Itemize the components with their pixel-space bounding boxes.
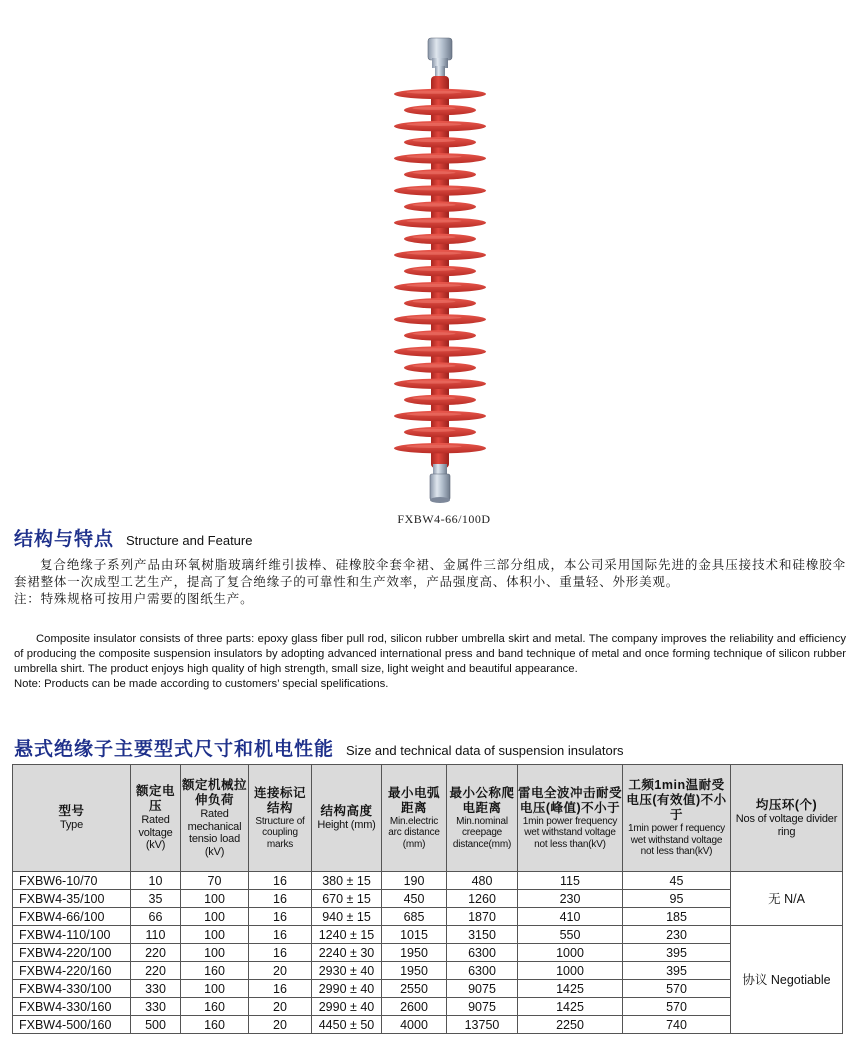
insulator-shed-highlight — [412, 397, 455, 400]
insulator-shed-highlight — [412, 332, 455, 335]
table-cell: 16 — [249, 872, 312, 890]
table-cell: 395 — [623, 944, 731, 962]
structure-heading-cn: 结构与特点 — [14, 529, 115, 550]
insulator-shed — [404, 395, 476, 405]
structure-description-en — [14, 632, 846, 692]
table-cell: 230 — [623, 926, 731, 944]
table-cell: 1950 — [382, 962, 447, 980]
table-cell: 16 — [249, 908, 312, 926]
insulator-shed — [394, 185, 486, 195]
specs-heading-en: Size and technical data of suspension insulators — [346, 743, 624, 758]
table-cell: 450 — [382, 890, 447, 908]
table-cell: 330 — [131, 980, 181, 998]
table-cell: 9075 — [447, 998, 518, 1016]
table-cell: 70 — [181, 872, 249, 890]
table-cell: 2250 — [518, 1016, 623, 1034]
table-cell: 115 — [518, 872, 623, 890]
table-row — [13, 998, 843, 1016]
table-cell: FXBW4-110/100 — [13, 926, 131, 944]
insulator-shed-highlight — [406, 187, 461, 190]
table-cell: 6300 — [447, 944, 518, 962]
voltage-ring-cell: 协议 Negotiable — [731, 926, 843, 1034]
insulator-shed — [404, 137, 476, 147]
insulator-shed — [394, 89, 486, 99]
table-cell: 395 — [623, 962, 731, 980]
table-cell: 160 — [181, 998, 249, 1016]
insulator-shed-highlight — [406, 380, 461, 383]
structure-heading — [14, 524, 252, 551]
table-cell: 1015 — [382, 926, 447, 944]
column-header: 型号 Type — [13, 765, 131, 872]
table-cell: 190 — [382, 872, 447, 890]
table-cell: 66 — [131, 908, 181, 926]
table-cell: FXBW4-500/160 — [13, 1016, 131, 1034]
insulator-shed — [404, 266, 476, 276]
bottom-metal-fitting — [430, 464, 450, 503]
specs-table — [12, 764, 843, 1034]
table-cell: 500 — [131, 1016, 181, 1034]
table-cell: 2930 ± 40 — [312, 962, 382, 980]
table-cell: 100 — [181, 944, 249, 962]
table-cell: 20 — [249, 1016, 312, 1034]
insulator-illustration — [0, 0, 864, 515]
table-header-row — [13, 765, 843, 872]
table-cell: 1425 — [518, 998, 623, 1016]
insulator-shed-highlight — [412, 107, 455, 110]
table-cell: 16 — [249, 980, 312, 998]
table-cell: 2990 ± 40 — [312, 998, 382, 1016]
specs-heading-cn: 悬式绝缘子主要型式尺寸和机电性能 — [14, 739, 335, 760]
insulator-shed-highlight — [412, 236, 455, 239]
insulator-sheds — [394, 89, 486, 454]
table-cell: 110 — [131, 926, 181, 944]
table-cell: 3150 — [447, 926, 518, 944]
insulator-shed-highlight — [406, 252, 461, 255]
table-cell: 45 — [623, 872, 731, 890]
table-cell: 4000 — [382, 1016, 447, 1034]
insulator-shed-highlight — [412, 429, 455, 432]
table-cell: FXBW4-330/160 — [13, 998, 131, 1016]
table-cell: 230 — [518, 890, 623, 908]
column-header: 连接标记结构 Structure of coupling marks — [249, 765, 312, 872]
insulator-shed-highlight — [412, 203, 455, 206]
column-header: 结构高度 Height (mm) — [312, 765, 382, 872]
table-row — [13, 926, 843, 944]
column-header: 最小电弧距离 Min.electric arc distance (mm) — [382, 765, 447, 872]
table-cell: 6300 — [447, 962, 518, 980]
table-cell: 2990 ± 40 — [312, 980, 382, 998]
table-cell: 100 — [181, 926, 249, 944]
table-cell: 160 — [181, 1016, 249, 1034]
table-cell: 20 — [249, 998, 312, 1016]
table-row — [13, 890, 843, 908]
column-header: 最小公称爬电距离 Min.nominal creepage distance(mm) — [447, 765, 518, 872]
table-cell: 16 — [249, 890, 312, 908]
insulator-shed-highlight — [412, 364, 455, 367]
table-row — [13, 1016, 843, 1034]
table-cell: 2550 — [382, 980, 447, 998]
insulator-shed-highlight — [406, 219, 461, 222]
insulator-shed-highlight — [406, 91, 461, 94]
insulator-shed — [394, 346, 486, 356]
table-cell: 1950 — [382, 944, 447, 962]
structure-description-cn — [14, 557, 846, 608]
insulator-shed — [404, 105, 476, 115]
insulator-shed-highlight — [406, 348, 461, 351]
insulator-shed — [394, 121, 486, 131]
table-row — [13, 872, 843, 890]
structure-body-en: Composite insulator consists of three parts: epoxy glass fiber pull rod, silicon rubber umbrella skirt and metal. The company improves the reliability and efficiency of producing the composite suspension insulators by adopting advanced international press and band technique of metal and once forming technique of silicon rubber umbrella shirt. The product enjoys high quality of high strength, small size, light weight and beautiful appearance. — [14, 633, 846, 675]
table-cell: 670 ± 15 — [312, 890, 382, 908]
insulator-shed-highlight — [406, 316, 461, 319]
insulator-shed — [404, 427, 476, 437]
insulator-shed-highlight — [406, 284, 461, 287]
table-cell: 100 — [181, 980, 249, 998]
table-cell: 1000 — [518, 944, 623, 962]
column-header: 均压环(个) Nos of voltage divider ring — [731, 765, 843, 872]
table-cell: 940 ± 15 — [312, 908, 382, 926]
table-cell: FXBW4-66/100 — [13, 908, 131, 926]
table-row — [13, 944, 843, 962]
table-cell: 220 — [131, 962, 181, 980]
table-row — [13, 962, 843, 980]
table-cell: 1000 — [518, 962, 623, 980]
table-cell: 13750 — [447, 1016, 518, 1034]
column-header: 额定机械拉伸负荷 Rated mechanical tensio load (kV) — [181, 765, 249, 872]
table-cell: 740 — [623, 1016, 731, 1034]
insulator-shed — [394, 250, 486, 260]
insulator-shed — [404, 234, 476, 244]
table-cell: 220 — [131, 944, 181, 962]
column-header: 额定电压 Rated voltage (kV) — [131, 765, 181, 872]
table-cell: 95 — [623, 890, 731, 908]
insulator-shed — [404, 330, 476, 340]
specs-heading — [14, 734, 624, 761]
table-cell: 1425 — [518, 980, 623, 998]
table-cell: 100 — [181, 908, 249, 926]
table-cell: FXBW6-10/70 — [13, 872, 131, 890]
column-header: 工频1min温耐受电压(有效值)不小于 1min power f requency wet withstand voltage not less than(kV) — [623, 765, 731, 872]
insulator-shed-highlight — [412, 139, 455, 142]
table-cell: 4450 ± 50 — [312, 1016, 382, 1034]
insulator-shed-highlight — [406, 445, 461, 448]
table-cell: 35 — [131, 890, 181, 908]
structure-note-en: Note: Products can be made according to customers’ special spelifications. — [14, 678, 389, 690]
table-cell: 550 — [518, 926, 623, 944]
table-cell: 1870 — [447, 908, 518, 926]
structure-body-cn: 复合绝缘子系列产品由环氧树脂玻璃纤维引拔棒、硅橡胶伞套伞裙、金属件三部分组成，本公司采用国际先进的金具压接技术和硅橡胶伞套裙整体一次成型工艺生产，提高了复合绝缘子的可靠性和生产效率，产品强度高、体积小、重量轻、外形美观。 — [14, 558, 846, 589]
table-cell: 480 — [447, 872, 518, 890]
table-cell: 1260 — [447, 890, 518, 908]
table-row — [13, 980, 843, 998]
table-cell: 2600 — [382, 998, 447, 1016]
insulator-shed-highlight — [406, 123, 461, 126]
top-metal-fitting — [428, 38, 452, 78]
table-cell: 570 — [623, 998, 731, 1016]
insulator-shed-highlight — [406, 413, 461, 416]
insulator-shed — [394, 314, 486, 324]
table-cell: 20 — [249, 962, 312, 980]
table-cell: 685 — [382, 908, 447, 926]
table-cell: FXBW4-330/100 — [13, 980, 131, 998]
insulator-shed-highlight — [412, 300, 455, 303]
insulator-shed — [394, 218, 486, 228]
column-header: 雷电全波冲击耐受电压(峰值)不小于 1min power frequency wet withstand voltage not less than(kV) — [518, 765, 623, 872]
insulator-shed — [404, 363, 476, 373]
insulator-shed — [394, 443, 486, 453]
table-cell: 100 — [181, 890, 249, 908]
structure-heading-en: Structure and Feature — [126, 533, 253, 548]
table-cell: 1240 ± 15 — [312, 926, 382, 944]
figure-caption: FXBW4-66/100D — [397, 512, 491, 526]
table-cell: FXBW4-35/100 — [13, 890, 131, 908]
table-cell: 2240 ± 30 — [312, 944, 382, 962]
insulator-shed — [394, 282, 486, 292]
table-cell: 16 — [249, 926, 312, 944]
table-cell: 16 — [249, 944, 312, 962]
insulator-shed — [404, 202, 476, 212]
table-cell: 330 — [131, 998, 181, 1016]
table-cell: 160 — [181, 962, 249, 980]
insulator-shed — [394, 379, 486, 389]
insulator-shed — [394, 411, 486, 421]
table-cell: 410 — [518, 908, 623, 926]
insulator-shed — [394, 153, 486, 163]
table-cell: 570 — [623, 980, 731, 998]
insulator-shed-highlight — [412, 171, 455, 174]
structure-note-cn: 注：特殊规格可按用户需要的图纸生产。 — [14, 592, 254, 606]
table-cell: 10 — [131, 872, 181, 890]
insulator-shed-highlight — [412, 268, 455, 271]
voltage-ring-cell: 无 N/A — [731, 872, 843, 926]
table-cell: 185 — [623, 908, 731, 926]
table-cell: 9075 — [447, 980, 518, 998]
insulator-shed — [404, 169, 476, 179]
table-row — [13, 908, 843, 926]
table-cell: 380 ± 15 — [312, 872, 382, 890]
insulator-shed-highlight — [406, 155, 461, 158]
table-cell: FXBW4-220/160 — [13, 962, 131, 980]
insulator-shed — [404, 298, 476, 308]
table-cell: FXBW4-220/100 — [13, 944, 131, 962]
